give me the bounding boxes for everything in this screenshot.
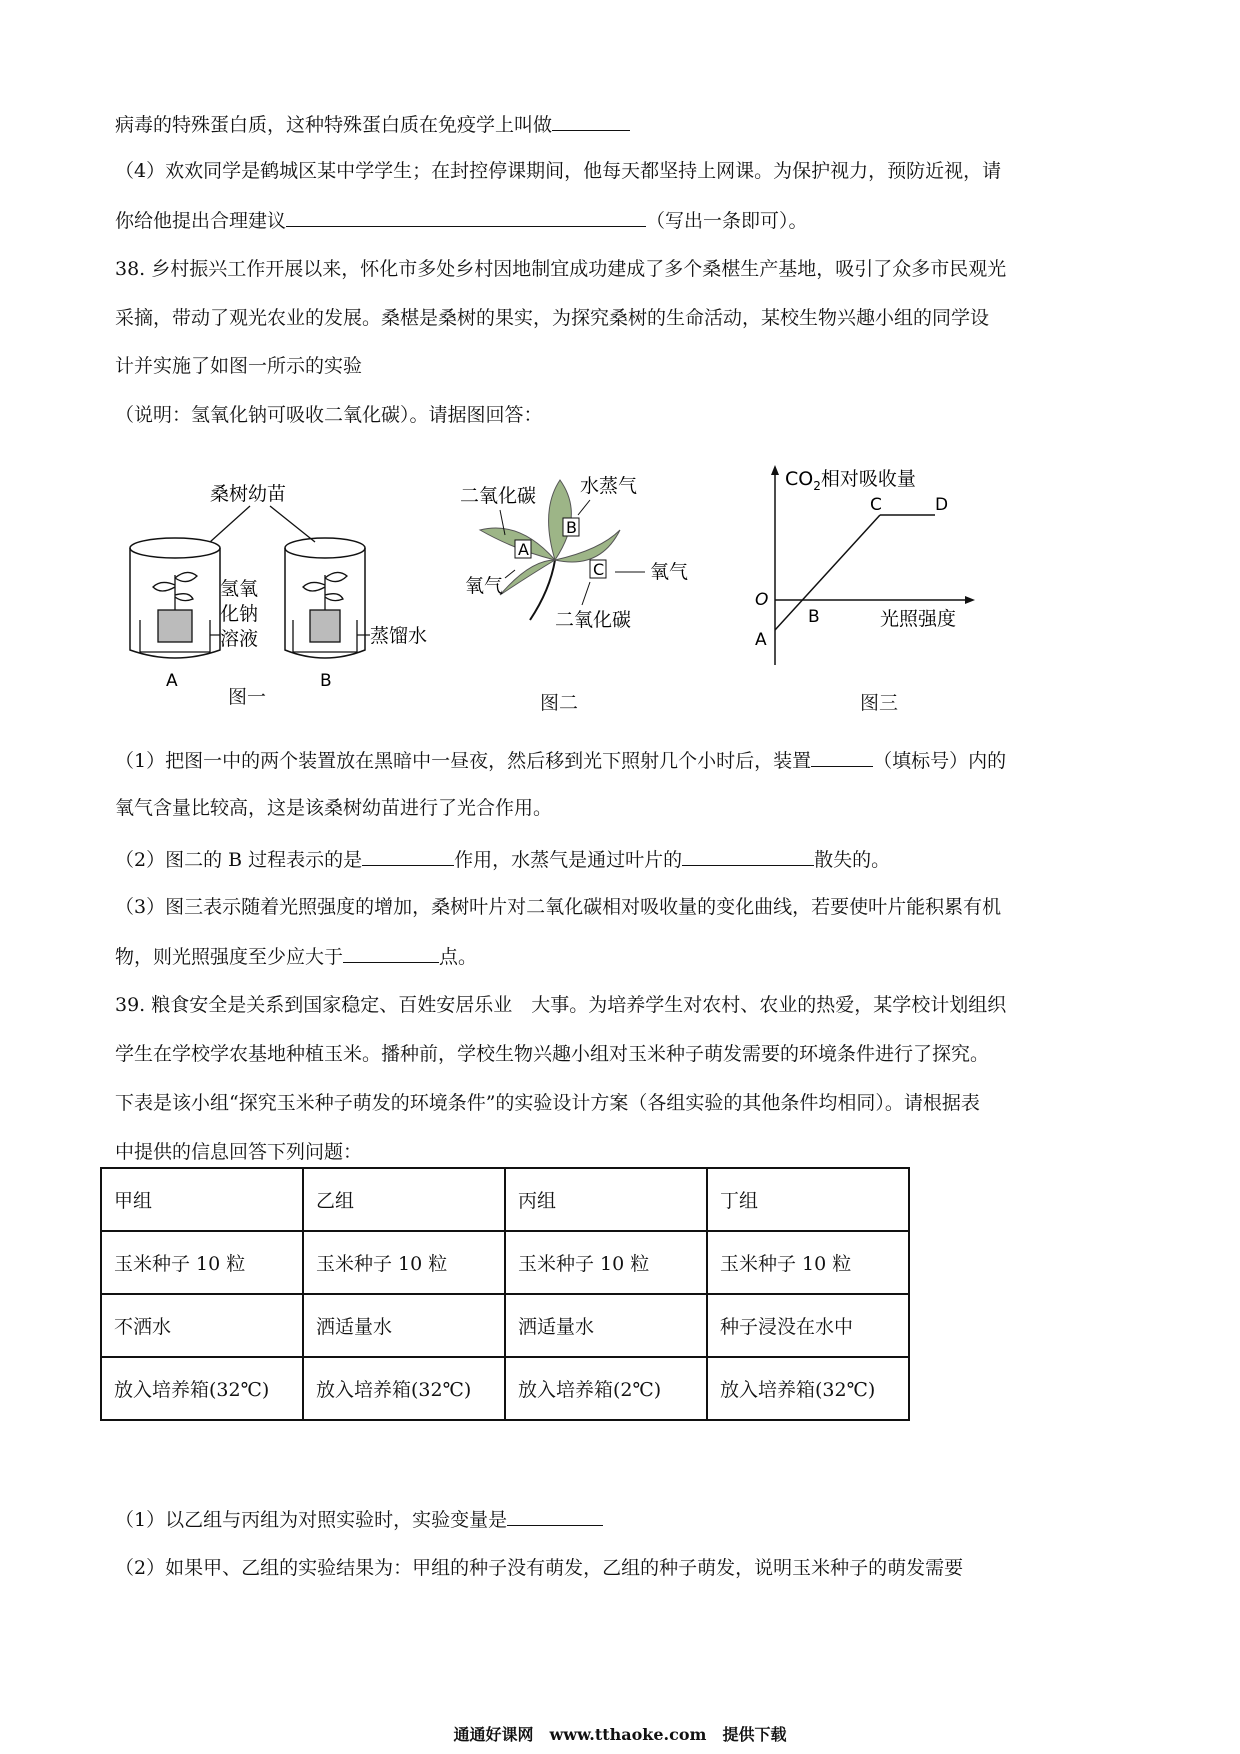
question-2: （2）图二的 B 过程表示的是 作用，水蒸气是通过叶片的 散失的。: [115, 845, 890, 873]
answer-blank[interactable]: [811, 746, 873, 767]
svg-text:水蒸气: 水蒸气: [580, 475, 638, 497]
svg-text:氢氧: 氢氧: [220, 578, 259, 600]
footer: 通通好课网 www.tthaoke.com 提供下载: [453, 1725, 787, 1744]
table-cell: 丁组: [707, 1168, 909, 1231]
question-1: （1）把图一中的两个装置放在黑暗中一昼夜，然后移到光下照射几个小时后，装置 （填标号）内的: [115, 746, 1006, 774]
text-line: （4）欢欢同学是鹤城区某中学学生；在封控停课期间，他每天都坚持上网课。为保护视力，预防近视，请: [115, 160, 1002, 182]
text-line: 病毒的特殊蛋白质，这种特殊蛋白质在免疫学上叫做: [115, 110, 630, 138]
text-line: 物，则光照强度至少应大于 点。: [115, 942, 477, 970]
table-cell: 乙组: [303, 1168, 505, 1231]
svg-text:二氧化碳: 二氧化碳: [555, 609, 632, 631]
table-cell: 放入培养箱(32℃): [707, 1357, 909, 1420]
table-cell: 玉米种子 10 粒: [303, 1231, 505, 1294]
table-cell: 洒适量水: [505, 1294, 707, 1357]
question-38-text: 38. 乡村振兴工作开展以来，怀化市多处乡村因地制宜成功建成了多个桑椹生产基地，吸引了众多市民观光: [115, 258, 1007, 280]
svg-text:C: C: [593, 560, 605, 579]
seedling-label: 桑树幼苗: [210, 483, 287, 505]
table-cell: 种子浸没在水中: [707, 1294, 909, 1357]
table-row: [101, 1294, 909, 1357]
answer-blank[interactable]: [286, 206, 646, 227]
svg-text:蒸馏水: 蒸馏水: [370, 625, 428, 647]
question-39-text: 39. 粮食安全是关系到国家稳定、百姓安居乐业 大事。为培养学生对农村、农业的热爱，某学校计划组织: [115, 994, 1007, 1016]
text-line: （说明：氢氧化钠可吸收二氧化碳）。请据图回答：: [115, 404, 543, 426]
jar-a: [130, 538, 220, 658]
jar-b: [285, 538, 365, 658]
figure-1: [120, 470, 450, 700]
text-line: 计并实施了如图一所示的实验: [115, 355, 363, 377]
text-line: 学生在学校学农基地种植玉米。播种前，学校生物兴趣小组对玉米种子萌发需要的环境条件进行了探究。: [115, 1043, 990, 1065]
svg-text:氧气: 氧气: [465, 575, 504, 597]
table-cell: 玉米种子 10 粒: [707, 1231, 909, 1294]
answer-blank[interactable]: [507, 1505, 603, 1526]
table-row: [101, 1357, 909, 1420]
table-cell: 玉米种子 10 粒: [505, 1231, 707, 1294]
answer-blank[interactable]: [682, 845, 814, 866]
svg-text:光照强度: 光照强度: [880, 608, 957, 630]
experiment-table: [100, 1167, 910, 1421]
svg-text:B: B: [808, 607, 820, 627]
text-line: 你给他提出合理建议 （写出一条即可）。: [115, 206, 808, 234]
table-cell: 丙组: [505, 1168, 707, 1231]
text-line: 氧气含量比较高，这是该桑树幼苗进行了光合作用。: [115, 797, 553, 819]
figure-1-caption: 图一: [228, 686, 267, 708]
svg-text:D: D: [935, 495, 949, 515]
svg-text:A: A: [518, 540, 529, 559]
table-cell: 洒适量水: [303, 1294, 505, 1357]
svg-text:B: B: [566, 518, 577, 537]
table-cell: 不洒水: [101, 1294, 303, 1357]
table-row: [101, 1168, 909, 1231]
sub-question-2: （2）如果甲、乙组的实验结果为：甲组的种子没有萌发，乙组的种子萌发，说明玉米种子的萌发需要: [115, 1557, 964, 1579]
text-line: 下表是该小组“探究玉米种子萌发的环境条件”的实验设计方案（各组实验的其他条件均相同）。请根据表: [115, 1092, 980, 1114]
sub-question-1: （1）以乙组与丙组为对照实验时，实验变量是: [115, 1505, 603, 1533]
answer-blank[interactable]: [362, 845, 454, 866]
table-cell: 放入培养箱(2℃): [505, 1357, 707, 1420]
svg-text:C: C: [870, 495, 882, 515]
svg-text:二氧化碳: 二氧化碳: [460, 485, 537, 507]
figure-3: [740, 460, 980, 670]
svg-text:A: A: [755, 630, 767, 650]
svg-text:CO2相对吸收量: $CO_2$相对吸收量: [785, 468, 916, 493]
answer-blank[interactable]: [343, 942, 439, 963]
answer-blank[interactable]: [552, 110, 630, 131]
table-cell: 放入培养箱(32℃): [303, 1357, 505, 1420]
svg-text:化钠: 化钠: [220, 603, 259, 625]
svg-text:溶液: 溶液: [220, 628, 259, 650]
figure-2: [460, 470, 700, 640]
svg-text:O: O: [755, 590, 769, 610]
text-line: 采摘，带动了观光农业的发展。桑椹是桑树的果实，为探究桑树的生命活动，某校生物兴趣小组的同学设: [115, 307, 990, 329]
table-cell: 甲组: [101, 1168, 303, 1231]
jar-b-label: B: [320, 671, 332, 691]
figure-2-caption: 图二: [540, 692, 579, 714]
jar-a-label: A: [166, 671, 178, 691]
svg-text:氧气: 氧气: [650, 561, 689, 583]
table-cell: 放入培养箱(32℃): [101, 1357, 303, 1420]
table-cell: 玉米种子 10 粒: [101, 1231, 303, 1294]
table-row: [101, 1231, 909, 1294]
question-3: （3）图三表示随着光照强度的增加，桑树叶片对二氧化碳相对吸收量的变化曲线，若要使叶片能积累有机: [115, 896, 1002, 918]
text-line: 中提供的信息回答下列问题：: [115, 1141, 363, 1163]
figure-3-caption: 图三: [860, 692, 899, 714]
